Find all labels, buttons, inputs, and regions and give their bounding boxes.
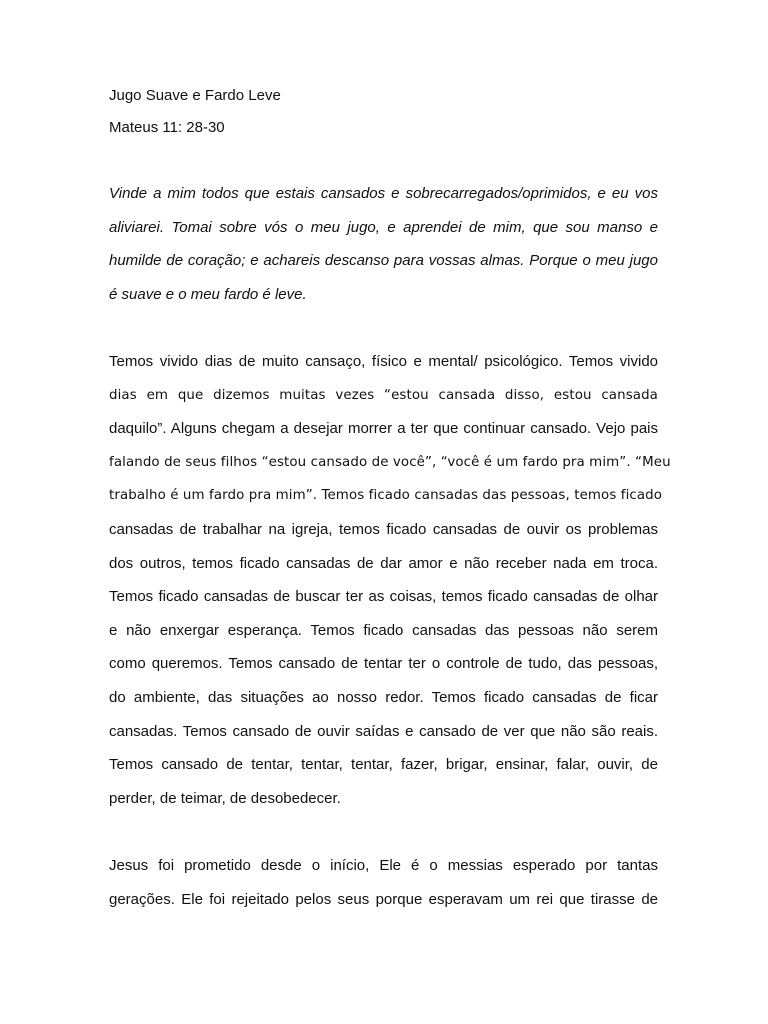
scripture-reference: Mateus 11: 28-30 bbox=[109, 119, 225, 136]
paragraph-line: cansadas. Temos cansado de ouvir saídas e cansado de ver que não são reais. bbox=[109, 722, 658, 740]
verse-line: humilde de coração; e achareis descanso para vossas almas. Porque o meu jugo bbox=[109, 252, 658, 270]
paragraph-line: daquilo”. Alguns chegam a desejar morrer a ter que continuar cansado. Vejo pais bbox=[109, 420, 658, 438]
paragraph-line: Temos cansado de tentar, tentar, tentar, fazer, brigar, ensinar, falar, ouvir, de bbox=[109, 756, 658, 774]
paragraph-2 bbox=[109, 849, 658, 916]
paragraph-line: Temos vivido dias de muito cansaço, físico e mental/ psicológico. Temos vivido bbox=[109, 353, 658, 370]
paragraph-line: Temos ficado cansadas de buscar ter as coisas, temos ficado cansadas de olhar bbox=[109, 588, 658, 606]
paragraph-line: dos outros, temos ficado cansadas de dar amor e não receber nada em troca. bbox=[109, 554, 658, 572]
paragraph-line: gerações. Ele foi rejeitado pelos seus porque esperavam um rei que tirasse de bbox=[109, 890, 658, 908]
scripture-verse bbox=[109, 177, 658, 311]
paragraph-line: perder, de teimar, de desobedecer. bbox=[109, 789, 341, 807]
paragraph-line: trabalho é um fardo pra mim”. Temos ficado cansadas das pessoas, temos ficado bbox=[109, 488, 663, 504]
document-title: Jugo Suave e Fardo Leve bbox=[109, 87, 281, 104]
paragraph-line: falando de seus filhos “estou cansado de você”, “você é um fardo pra mim”. “Meu bbox=[109, 454, 671, 470]
verse-line: é suave e o meu fardo é leve. bbox=[109, 285, 307, 303]
paragraph-line: cansadas de trabalhar na igreja, temos ficado cansadas de ouvir os problemas bbox=[109, 520, 658, 538]
paragraph-line: Jesus foi prometido desde o início, Ele é o messias esperado por tantas bbox=[109, 857, 658, 874]
paragraph-1 bbox=[109, 345, 671, 815]
paragraph-line: do ambiente, das situações ao nosso redor. Temos ficado cansadas de ficar bbox=[109, 688, 658, 706]
paragraph-line: e não enxergar esperança. Temos ficado cansadas das pessoas não serem bbox=[109, 621, 658, 639]
verse-line: aliviarei. Tomai sobre vós o meu jugo, e aprendei de mim, que sou manso e bbox=[109, 218, 658, 236]
paragraph-line: dias em que dizemos muitas vezes “estou cansada disso, estou cansada bbox=[109, 387, 658, 403]
paragraph-line: como queremos. Temos cansado de tentar ter o controle de tudo, das pessoas, bbox=[109, 655, 658, 673]
verse-line: Vinde a mim todos que estais cansados e sobrecarregados/oprimidos, e eu vos bbox=[109, 185, 658, 202]
